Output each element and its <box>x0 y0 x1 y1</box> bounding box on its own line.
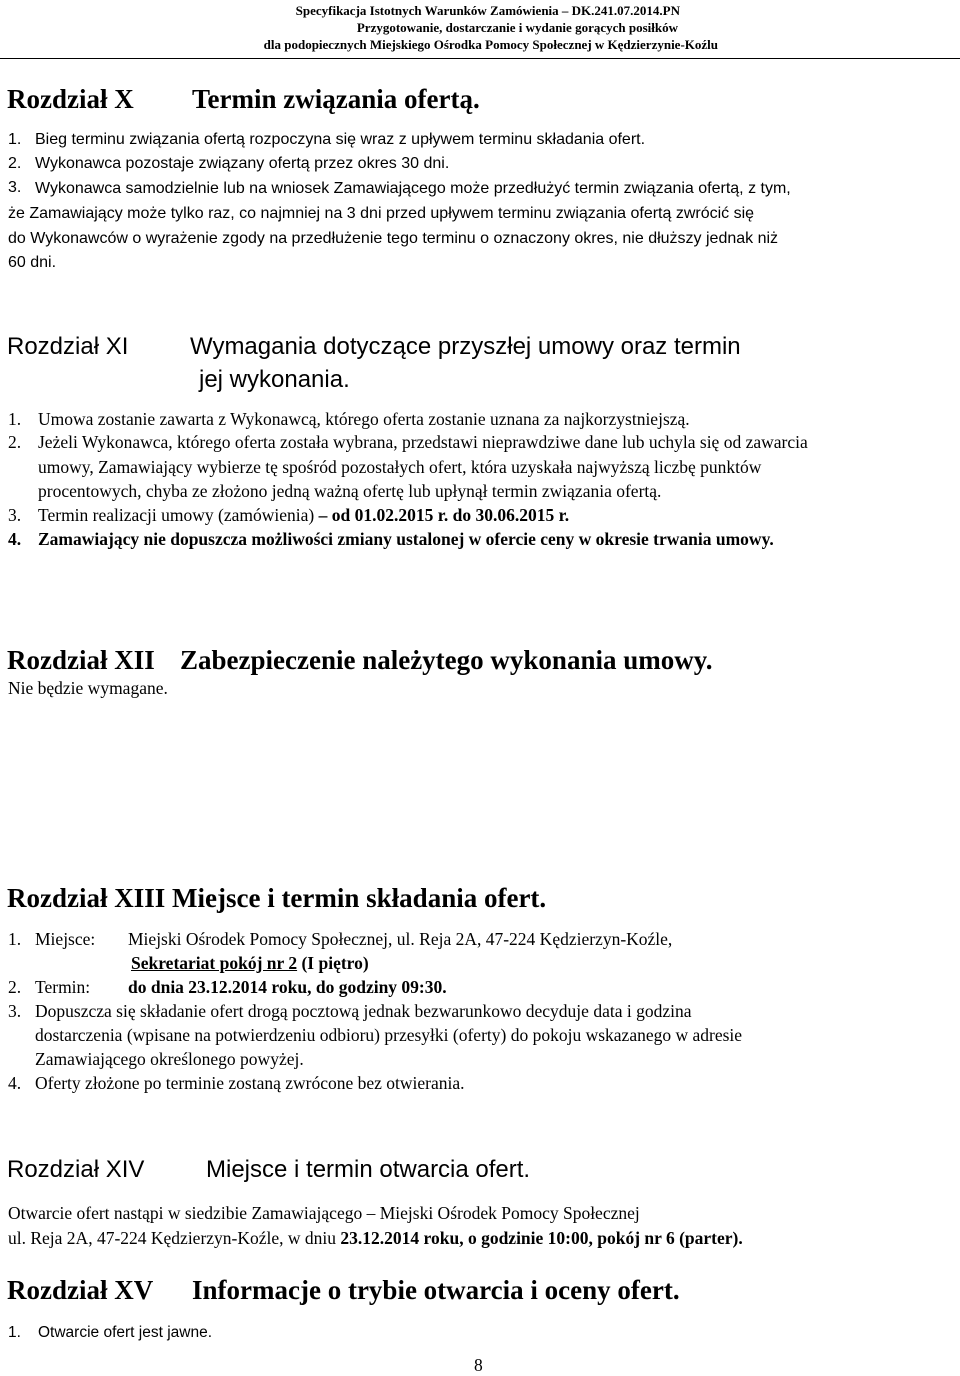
chapter-13-heading: Rozdział XIII Miejsce i termin składania ofert. <box>7 883 547 913</box>
document-header <box>0 2 960 53</box>
list-item-label: Termin: <box>35 977 91 997</box>
chapter-12-label: Rozdział XII <box>7 645 155 675</box>
list-number: 4. <box>8 1073 22 1093</box>
list-number: 4. <box>8 529 22 549</box>
chapter-14-label: Rozdział XIV <box>7 1156 145 1183</box>
list-item-line: Jeżeli Wykonawca, którego oferta została wybrana, przedstawi nieprawdziwe dane lub uchyla się od zawarcia <box>38 432 808 452</box>
list-number: 2. <box>8 977 22 997</box>
header-line-1: Specyfikacja Istotnych Warunków Zamówienia – DK.241.07.2014.PN <box>295 3 680 18</box>
header-line-3: dla podopiecznych Miejskiego Ośrodka Pomocy Społecznej w Kędzierzynie-Koźlu <box>263 37 718 52</box>
list-item-line: że Zamawiający może tylko raz, co najmniej na 3 dni przed upływem terminu związania ofertą zwrócić się <box>8 205 755 222</box>
list-number: 3. <box>8 1001 22 1021</box>
chapter-10-title: Termin związania ofertą. <box>192 84 480 114</box>
chapter-12-text: Nie będzie wymagane. <box>8 678 168 698</box>
list-item-line: umowy, Zamawiający wybierze tę spośród pozostałych ofert, która uzyskała najwyższą liczbę punktów <box>38 457 762 477</box>
chapter-14-title: Miejsce i termin otwarcia ofert. <box>206 1156 531 1183</box>
list-number: 2. <box>8 155 22 172</box>
list-item-line: Zamawiającego określonego powyżej. <box>35 1049 304 1069</box>
chapter-10-label: Rozdział X <box>7 84 134 114</box>
chapter-14-line-2 <box>8 1226 743 1250</box>
list-item-line: do Wykonawców o wyrażenie zgody na przedłużenie tego terminu o oznaczony okres, nie dłuższy jednak niż <box>8 230 779 247</box>
list-number: 3. <box>8 505 22 525</box>
list-number: 3. <box>8 179 22 196</box>
chapter-12-title: Zabezpieczenie należytego wykonania umowy. <box>180 645 713 675</box>
header-line-2: Przygotowanie, dostarczanie i wydanie gorących posiłków <box>356 20 678 35</box>
deadline: do dnia 23.12.2014 roku, do godziny 09:30. <box>128 977 447 997</box>
list-item-line: dostarczenia (wpisane na potwierdzeniu odbioru) przesyłki (oferty) do pokoju wskazanego w adresie <box>35 1025 743 1045</box>
list-number: 1. <box>8 1324 21 1341</box>
list-item <box>38 503 569 527</box>
list-item-text: Termin realizacji umowy (zamówienia) <box>38 505 315 525</box>
list-number: 1. <box>8 929 22 949</box>
office-floor: (I piętro) <box>297 953 369 973</box>
chapter-15-label: Rozdział XV <box>7 1275 154 1305</box>
list-item-line: Wykonawca samodzielnie lub na wniosek Zamawiającego może przedłużyć termin związania ofertą, z tym, <box>35 180 791 197</box>
list-item-line: procentowych, chyba ze złożono jedną ważną ofertę lub upłynął termin związania ofertą. <box>38 481 662 501</box>
list-item-label: Miejsce: <box>35 929 96 949</box>
chapter-15-title: Informacje o trybie otwarcia i oceny ofert. <box>192 1275 680 1305</box>
list-item: Umowa zostanie zawarta z Wykonawcą, którego oferta zostanie uznana za najkorzystniejszą. <box>38 409 690 429</box>
chapter-11-title-line-2: jej wykonania. <box>199 366 350 393</box>
chapter-11-label: Rozdział XI <box>7 333 129 360</box>
list-item: Zamawiający nie dopuszcza możliwości zmiany ustalonej w ofercie ceny w okresie trwania umowy. <box>38 529 774 549</box>
opening-address: ul. Reja 2A, 47-224 Kędzierzyn-Koźle, w dniu <box>8 1228 341 1248</box>
list-number: 1. <box>8 409 22 429</box>
list-item: Bieg terminu związania ofertą rozpoczyna się wraz z upływem terminu składania ofert. <box>35 131 646 148</box>
list-item: Otwarcie ofert jest jawne. <box>38 1324 213 1341</box>
chapter-14-line-1: Otwarcie ofert nastąpi w siedzibie Zamawiającego – Miejski Ośrodek Pomocy Społecznej <box>8 1203 640 1223</box>
office-room: Sekretariat pokój nr 2 <box>131 953 298 973</box>
list-item: Wykonawca pozostaje związany ofertą przez okres 30 dni. <box>35 155 450 172</box>
office-location <box>131 951 369 975</box>
chapter-11-title-line-1: Wymagania dotyczące przyszłej umowy oraz termin <box>190 333 741 360</box>
list-number: 1. <box>8 131 22 148</box>
list-item-line: 60 dni. <box>8 254 57 271</box>
list-item-line: Dopuszcza się składanie ofert drogą pocztową jednak bezwarunkowo decyduje data i godzina <box>35 1001 692 1021</box>
contract-period: – od 01.02.2015 r. do 30.06.2015 r. <box>318 505 570 525</box>
opening-date: 23.12.2014 roku, o godzinie 10:00, pokój nr 6 (parter). <box>340 1228 743 1248</box>
list-number: 2. <box>8 432 22 452</box>
list-item: Miejski Ośrodek Pomocy Społecznej, ul. Reja 2A, 47-224 Kędzierzyn-Koźle, <box>128 929 673 949</box>
page-number: 8 <box>474 1355 483 1375</box>
list-item: Oferty złożone po terminie zostaną zwrócone bez otwierania. <box>35 1073 465 1093</box>
header-rule <box>0 58 960 59</box>
